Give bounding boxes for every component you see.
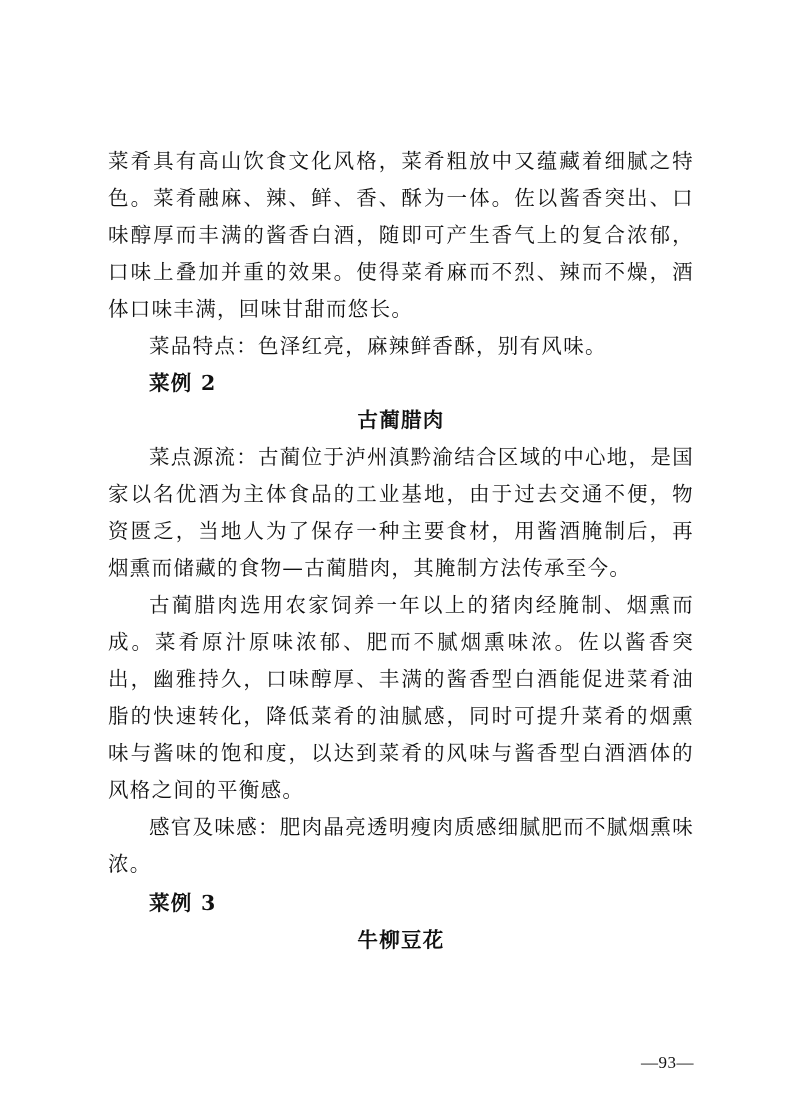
dish-features-paragraph: 菜品特点：色泽红亮，麻辣鲜香酥，别有风味。 — [149, 334, 607, 358]
case-3-label: 菜例 3 — [149, 891, 217, 915]
case-2-origin-paragraph: 菜点源流：古蔺位于泸州滇黔渝结合区域的中心地，是国家以名优酒为主体食品的工业基地，由于过去交通不便，物资匮乏，当地人为了保存一种主要食材，用酱酒腌制后，再烟熏而储藏的食物—古蔺腊肉，其腌制方法传承至今。 — [108, 445, 694, 580]
page-number: —93— — [641, 1053, 694, 1072]
case-3-title: 牛柳豆花 — [357, 928, 445, 952]
page-content — [108, 143, 694, 959]
intro-paragraph: 菜肴具有高山饮食文化风格，菜肴粗放中又蕴藏着细腻之特色。菜肴融麻、辣、鲜、香、酥为一体。佐以酱香突出、口味醇厚而丰满的酱香白酒，随即可产生香气上的复合浓郁，口味上叠加并重的效果。使得菜肴麻而不烈、辣而不燥，酒体口味丰满，回味甘甜而悠长。 — [108, 149, 694, 321]
case-2-label: 菜例 2 — [149, 371, 217, 395]
case-2-title: 古蔺腊肉 — [357, 408, 445, 432]
case-2-sensory-paragraph: 感官及味感：肥肉晶亮透明瘦肉质感细腻肥而不腻烟熏味浓。 — [108, 815, 694, 876]
case-2-description-paragraph: 古蔺腊肉选用农家饲养一年以上的猪肉经腌制、烟熏而成。菜肴原汁原味浓郁、肥而不腻烟熏味浓。佐以酱香突出，幽雅持久，口味醇厚、丰满的酱香型白酒能促进菜肴油脂的快速转化，降低菜肴的油腻感，同时可提升菜肴的烟熏味与酱味的饱和度，以达到菜肴的风味与酱香型白酒酒体的风格之间的平衡感。 — [108, 593, 694, 802]
